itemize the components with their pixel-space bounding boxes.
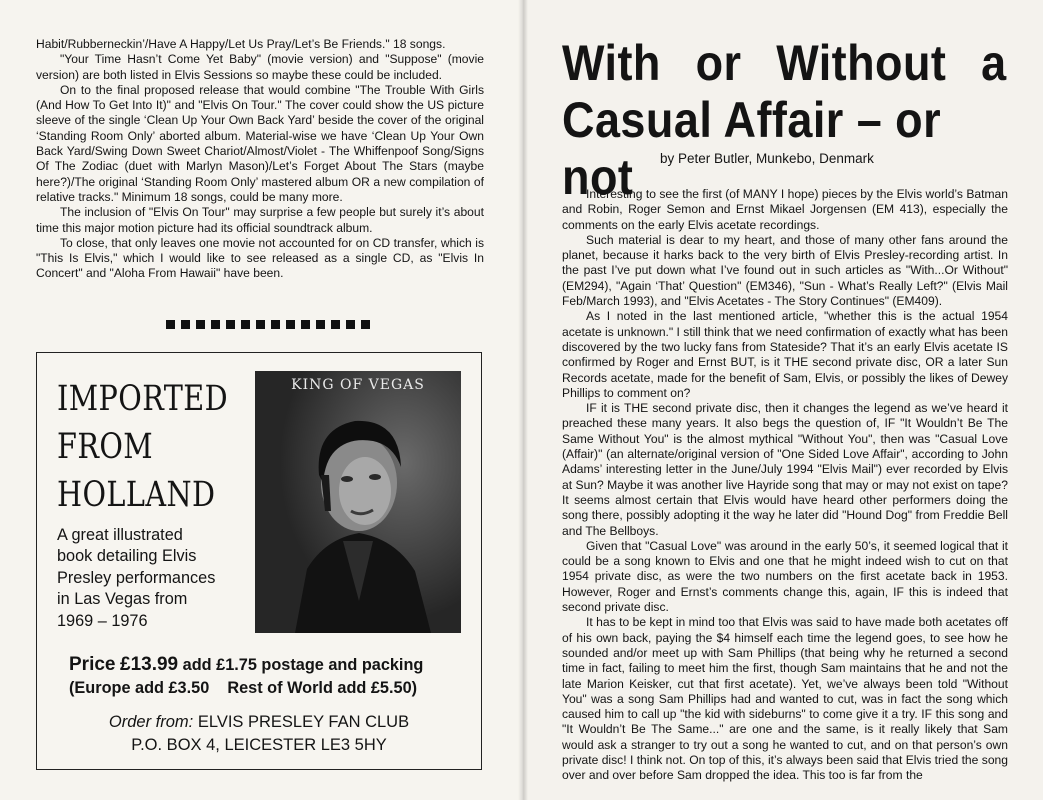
ad-description-line: Presley performances xyxy=(57,568,216,587)
price-label: Price xyxy=(69,654,116,675)
section-divider xyxy=(166,320,370,329)
ad-headline-line: FROM xyxy=(57,427,154,467)
book-cover-photo xyxy=(255,371,461,633)
left-paragraph-2: "Your Time Hasn’t Come Yet Baby" (movie version) and "Suppose" (movie version) are both listed in Elvis Sessions so maybe these could be included. xyxy=(36,52,484,82)
price-postage: add £1.75 postage and packing xyxy=(182,656,424,674)
ad-description xyxy=(57,525,257,632)
title-word: or xyxy=(695,35,742,91)
ad-headline xyxy=(57,375,228,519)
title-word: Without xyxy=(776,35,947,91)
page-gutter xyxy=(518,0,528,800)
article-title-line-2: Casual Affair – or not xyxy=(562,92,942,205)
europe-rate: (Europe add £3.50 xyxy=(69,679,210,697)
order-name: ELVIS PRESLEY FAN CLUB xyxy=(197,713,410,731)
article-paragraph: Given that "Casual Love" was around in the early 50’s, it seemed logical that it could be a song known to Elvis and one that he might indeed wish to cut on that 1954 private disc, as were the two numbers on the first acetate back in 1953. However, Roger and Ernst’s comments change this, again, IF this is indeed that second private disc. xyxy=(562,538,1008,615)
left-article-continuation xyxy=(36,37,484,282)
left-paragraph-5: To close, that only leaves one movie not accounted for on CD transfer, which is "This Is Elvis," which I would like to see released as a single CD, as "Elvis In Concert" and "Aloha From Hawaii" have been. xyxy=(36,235,484,281)
left-paragraph-4: The inclusion of "Elvis On Tour" may surprise a few people but surely it’s about time this major motion picture had its official soundtrack album. xyxy=(36,205,484,235)
rest-of-world-rate: Rest of World add £5.50) xyxy=(227,679,418,697)
ad-headline-line: HOLLAND xyxy=(57,475,216,515)
title-word: a xyxy=(981,35,1007,91)
article-paragraph: It has to be kept in mind too that Elvis was said to have made both acetates off of his own back, paying the $4 himself each time the legend goes, to see how he sounded and/or meet up with Sam Phillips (that being why he returned a second time in fact, failing to meet him the first, though Sam maintains that he and not the late Marion Keisker, cut that first acetate). Yet, we’ve always been told "Without You" was a song Sam Phillips had and wanted to cut, was in fact the song which caused him to call up "the kid with sideburns" to come give it a try. IF this song and "It Wouldn’t Be The Same..." are one and the same, is it really likely that Sam would ask a stranger to try out a song he wanted to cut, and on that person’s own private disc! I think not. On top of this, it’s always been said that Elvis tried the song over and over before Sam dropped the idea. This too is far from the xyxy=(562,615,1008,783)
left-paragraph-1: Habit/Rubberneckin’/Have A Happy/Let Us Pray/Let’s Be Friends." 18 songs. xyxy=(36,37,446,51)
ad-description-line: book detailing Elvis xyxy=(57,547,197,566)
article-paragraph: IF it is THE second private disc, then it changes the legend as we’ve heard it preached these many years. It also begs the question of, IF "It Wouldn’t Be The Same Without You" is the almost mythical "Without You", then was "Casual Love (Affair)" (an alternate/original version of "One Sided Love Affair", according to John Adams’ interesting letter in the June/July 1994 "Elvis Mail") ever recorded by Elvis at Sun? Maybe it was another live Hayride song that may or may not exist on tape? It seems almost certain that Elvis would have heard other performers doing the song there, possibly adopting it the way he later did "Hound Dog" from Freddie Bell and The Bellboys. xyxy=(562,401,1008,538)
title-word: With xyxy=(562,35,661,91)
ad-description-line: A great illustrated xyxy=(57,526,183,544)
elvis-portrait-image xyxy=(255,371,461,633)
order-line xyxy=(37,711,481,734)
article-paragraph: As I noted in the last mentioned article, "whether this is the actual 1954 acetate is unknown." I still think that we need confirmation of exactly what has been discovered by the two lucky fans from Stateside? That it’s an early Elvis acetate IS confirmed by Roger and Ernst BUT, is it THE second private disc, OR a later Sun Records acetate, made for the benefit of Sam, Elvis, or possibly the likes of Dewey Phillips to comment on? xyxy=(562,309,1008,400)
article-title xyxy=(562,35,1007,206)
ad-price-block xyxy=(69,653,423,700)
postage-rates-line xyxy=(69,677,423,700)
ad-description-line: 1969 – 1976 xyxy=(57,611,148,630)
order-label: Order from: xyxy=(108,713,194,731)
order-address-block xyxy=(37,711,481,757)
article-byline: by Peter Butler, Munkebo, Denmark xyxy=(660,151,874,166)
book-cover-title: KING OF VEGAS xyxy=(291,377,425,393)
order-address: P.O. BOX 4, LEICESTER LE3 5HY xyxy=(131,736,387,754)
ad-description-line: in Las Vegas from xyxy=(57,590,188,609)
article-body xyxy=(562,187,1008,784)
price-line xyxy=(69,653,423,677)
article-paragraph: Such material is dear to my heart, and those of many other fans around the planet, because it harks back to the very birth of Elvis Presley-recording artist. In the past I’ve put down what I’ve found out in such articles as "With...Or Without" (EM294), "Again ‘That’ Question" (EM346), "Sun - What’s Really Left?" (Elvis Mail Feb/March 1993), and "Elvis Acetates - The Story Continues" (EM409). xyxy=(562,232,1008,309)
article-paragraph: Interesting to see the first (of MANY I hope) pieces by the Elvis world’s Batman and Robin, Roger Semon and Ernst Mikael Jorgensen (EM 413), especially the comments on the early Elvis acetate recordings. xyxy=(562,187,1008,232)
ad-headline-line: IMPORTED xyxy=(57,379,229,419)
article-title-line-1 xyxy=(562,35,1007,92)
left-paragraph-3: On to the final proposed release that would combine "The Trouble With Girls (And How To Get Into It)" and "Elvis On Tour." The cover could show the US picture sleeve of the single ‘Clean Up Your Own Back Yard’ beside the cover of the original ‘Standing Room Only’ aborted album. Material-wise we have ‘Clean Up Your Own Back Yard/Swing Down Sweet Chariot/Almost/Violet - The Whiffenpoof Song/Signs Of The Zodiac (duet with Marlyn Mason)/Let’s Forget About The Stars (maybe here?)/The original ‘Standing Room Only’ mastered album OR a new compilation of relative tracks." Minimum 18 songs, could be many more. xyxy=(36,82,484,204)
book-advertisement xyxy=(36,352,482,770)
price-value: £13.99 xyxy=(120,654,179,675)
